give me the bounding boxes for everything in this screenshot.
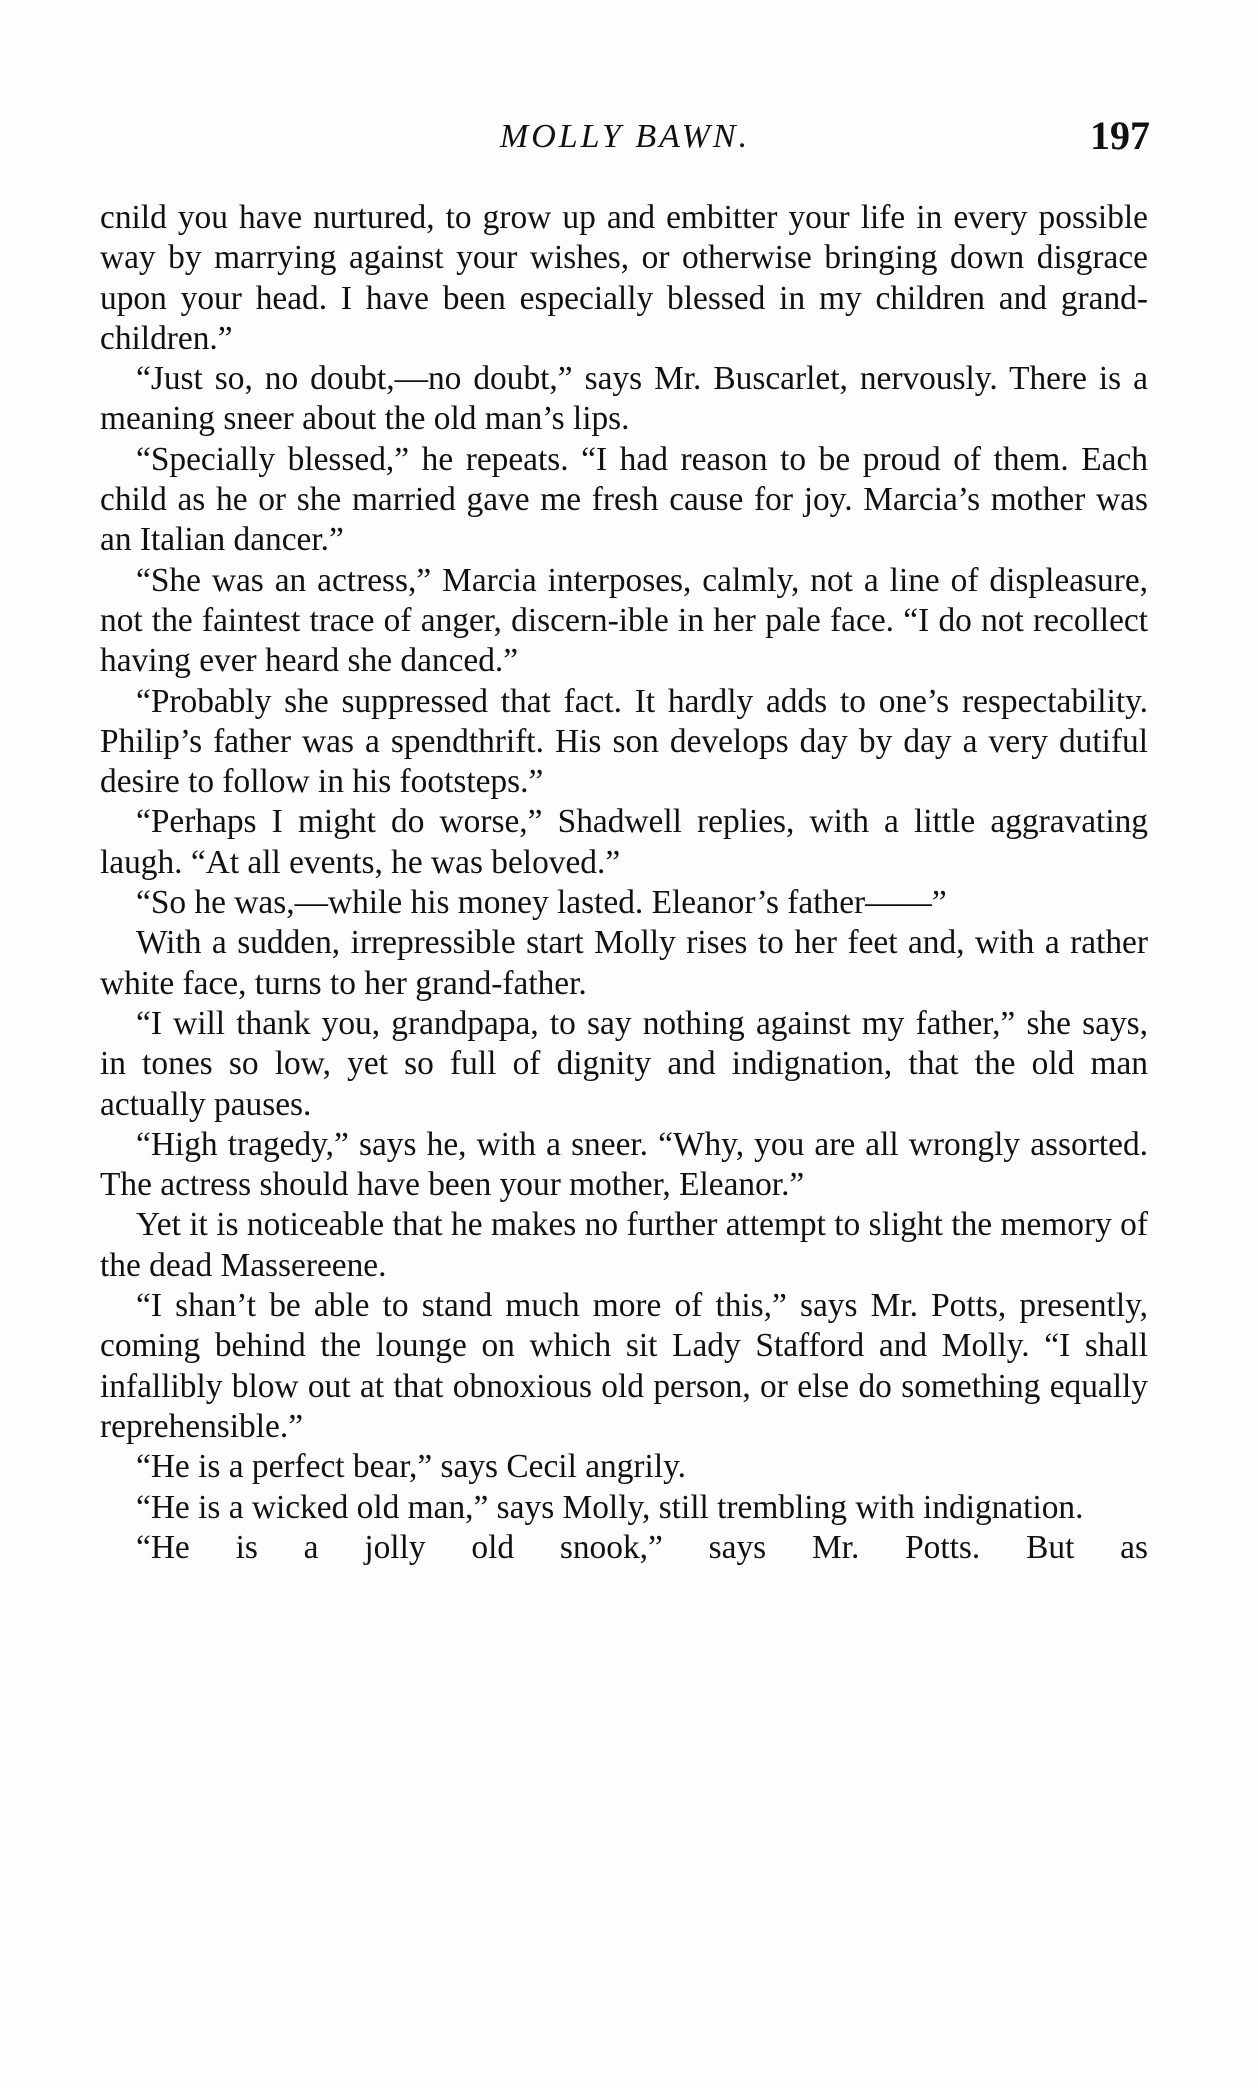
page-header (100, 113, 1150, 168)
paragraph: Yet it is noticeable that he makes no further attempt to slight the memory of the dead Massereene. (100, 1206, 1148, 1284)
paragraph: “So he was,—while his money lasted. Eleanor’s father——” (136, 884, 947, 922)
paragraph: “She was an actress,” Marcia interposes, calmly, not a line of displeasure, not the faintest trace of anger, discern-ible in her pale face. “I do not recollect having ever heard she danced.” (100, 561, 1148, 680)
page-number: 197 (1090, 113, 1150, 158)
paragraph: With a sudden, irrepressible start Molly rises to her feet and, with a rather white face, turns to her grand-father. (100, 924, 1148, 1002)
paragraph: “Probably she suppressed that fact. It hardly adds to one’s respectability. Philip’s father was a spendthrift. His son develops day by day a very dutiful desire to follow in his footsteps.” (100, 682, 1148, 801)
paragraph: “He is a jolly old snook,” says Mr. Potts. But as (136, 1528, 1148, 1566)
paragraph: “High tragedy,” says he, with a sneer. “Why, you are all wrongly assorted. The actress should have been your mother, Eleanor.” (100, 1125, 1148, 1204)
paragraph: “Specially blessed,” he repeats. “I had reason to be proud of them. Each child as he or she married gave me fresh cause for joy. Marcia’s mother was an Italian dancer.” (100, 440, 1148, 559)
paragraph: “I shan’t be able to stand much more of this,” says Mr. Potts, presently, coming behind the lounge on which sit Lady Stafford and Molly. “I shall infallibly blow out at that obnoxious old person, or else do something equally reprehensible.” (100, 1287, 1148, 1445)
paragraph: cnild you have nurtured, to grow up and embitter your life in every possible way by marrying against your wishes, or otherwise bringing down disgrace upon your head. I have been especially blessed in my children and grand-children.” (100, 199, 1148, 357)
running-title: MOLLY BAWN. (499, 118, 751, 155)
paragraph: “He is a perfect bear,” says Cecil angrily. (136, 1448, 686, 1486)
paragraph: “He is a wicked old man,” says Molly, still trembling with indignation. (136, 1488, 1084, 1526)
paragraph: “Perhaps I might do worse,” Shadwell replies, with a little aggravating laugh. “At all events, he was beloved.” (100, 803, 1148, 881)
body-text (100, 198, 1148, 1568)
paragraph: “I will thank you, grandpapa, to say nothing against my father,” she says, in tones so low, yet so full of dignity and indignation, that the old man actually pauses. (100, 1004, 1148, 1123)
paragraph: “Just so, no doubt,—no doubt,” says Mr. Buscarlet, nervously. There is a meaning sneer about the old man’s lips. (100, 360, 1148, 438)
